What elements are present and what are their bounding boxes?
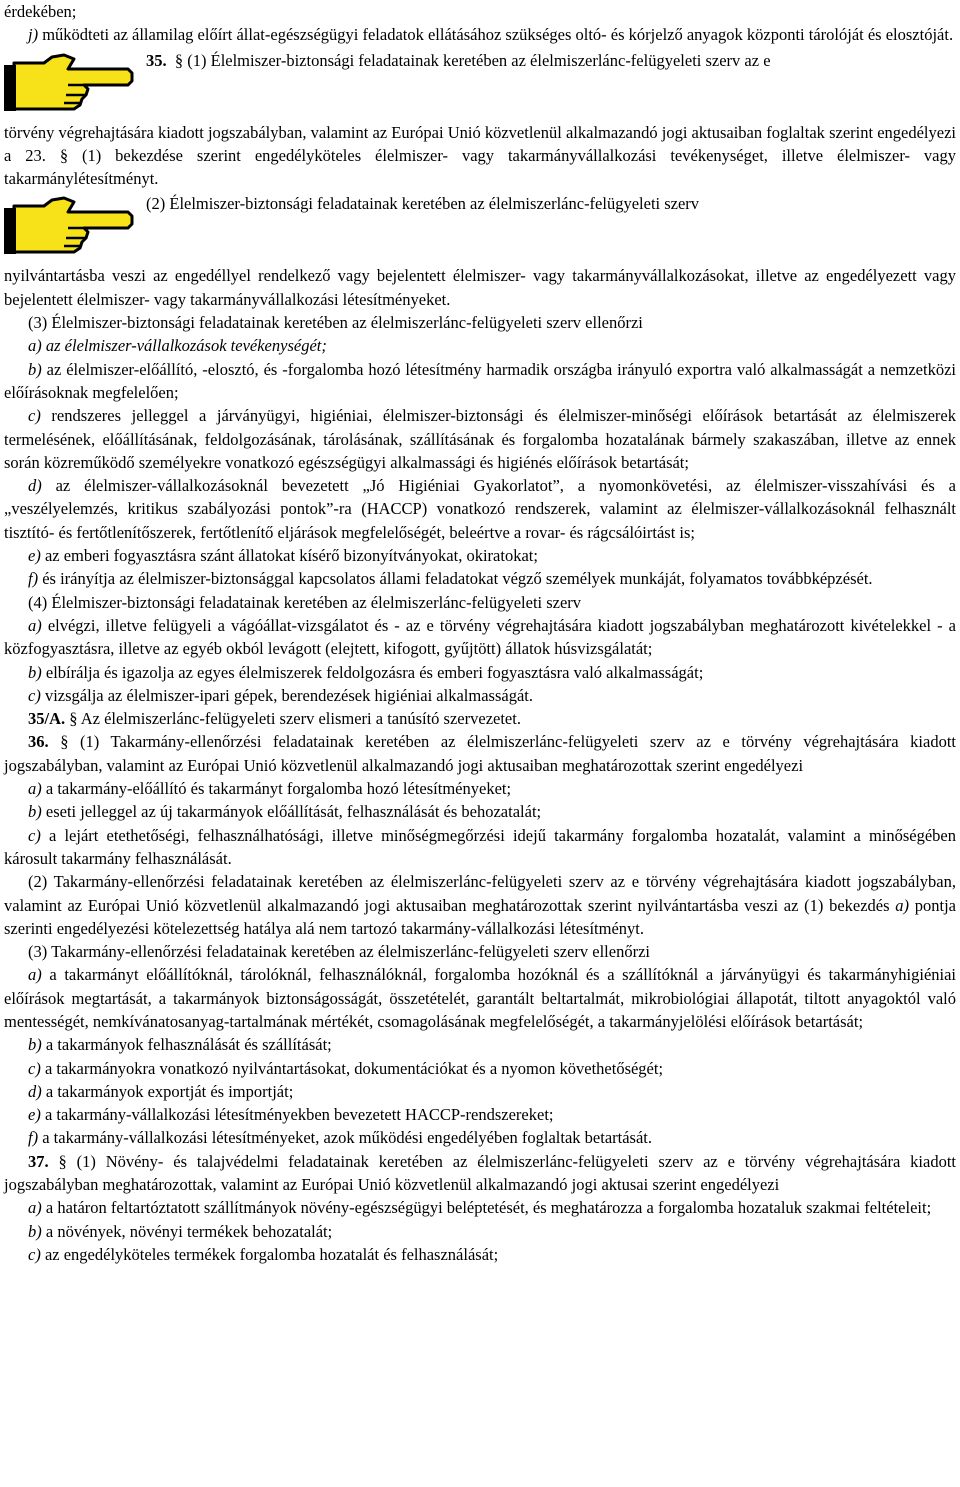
item-text: a takarmányokra vonatkozó nyilvántartásokat, dokumentációkat és a nyomon követhetőségét; bbox=[44, 1058, 664, 1078]
item-text: a növények, növényi termékek behozatalát; bbox=[45, 1221, 333, 1241]
item-label: a) bbox=[28, 965, 42, 985]
section-36-para-3-c bbox=[4, 1057, 956, 1080]
section-35-para-2-head bbox=[4, 190, 956, 256]
item-label: a) bbox=[895, 895, 910, 915]
item-text: a takarmányt előállítóknál, tárolóknál, felhasználóknál, forgalomba hozóknál és a szállítóknál a járványügyi és takarmányhigiéniai előírások megtartását, a takarmányok biztonságosságát, összetételét, garantált beltartalmát, mikrobiológiai állapotát, tiltott anyagoktól való mentességét, nemkívánatosanyag-tartalmának mértékét, csomagolásának megfelelőségét, a takarmányjelölési előírások betartását; bbox=[4, 965, 957, 1031]
item-label: b) bbox=[28, 662, 42, 682]
section-35-para-4-c bbox=[4, 684, 956, 707]
item-text: az élelmiszer-előállító, -elosztó, és -forgalomba hozó létesítmény harmadik országba irányuló exportra való alkalmasságát a nemzetközi előírásoknak megfelelően; bbox=[4, 359, 956, 402]
item-text: működteti az államilag előírt állat-egészségügyi feladatok ellátásához szükséges oltó- és kórjelző anyagok központi tárolóját és elosztóját. bbox=[42, 25, 954, 45]
item-text: a határon feltartóztatott szállítmányok növény-egészségügyi beléptetését, és meghatározza a forgalomba hozataluk szakmai feltételeit; bbox=[45, 1198, 932, 1218]
item-label: b) bbox=[28, 359, 42, 379]
section-36-para-1 bbox=[4, 730, 956, 777]
item-label: b) bbox=[28, 1035, 42, 1055]
section-number: 37. bbox=[28, 1151, 49, 1171]
item-label: d) bbox=[28, 476, 42, 496]
item-label: c) bbox=[28, 1058, 41, 1078]
item-label: d) bbox=[28, 1081, 42, 1101]
item-text: vizsgálja az élelmiszer-ipari gépek, berendezések higiéniai alkalmasságát. bbox=[44, 685, 533, 705]
item-text: elvégzi, illetve felügyeli a vágóállat-vizsgálatot és - az e törvény végrehajtására kiadott jogszabályban meghatározott kivételekkel - a közfogyasztásra, illetve az egyéb okból levágott (elejtett, kifogott, gyűjtött) állatok húsvizsgálatát; bbox=[4, 615, 957, 659]
section-35-para-3-e bbox=[4, 544, 956, 567]
section-36-para-1-a bbox=[4, 777, 956, 800]
section-35-para-3: (3) Élelmiszer-biztonsági feladatainak keretében az élelmiszerlánc-felügyeleti szerv ellenőrzi bbox=[28, 313, 643, 333]
section-36-para-3-b bbox=[4, 1033, 956, 1056]
item-text: a takarmány-vállalkozási létesítményekben bevezetett HACCP-rendszereket; bbox=[44, 1105, 554, 1125]
section-37-para-1-c bbox=[4, 1243, 956, 1266]
item-text: a takarmányok felhasználását és szállítását; bbox=[45, 1035, 332, 1055]
item-text: elbírálja és igazolja az egyes élelmiszerek feldolgozásra és emberi fogyasztásra való alkalmasságát; bbox=[45, 662, 704, 682]
section-text: pontja szerinti engedélyezési kötelezettség hatálya alá nem tartozó takarmány-vállalkozási létesítményt. bbox=[4, 895, 957, 938]
item-text: rendszeres jelleggel a járványügyi, higiéniai, élelmiszer-biztonsági és élelmiszer-minőségi előírások betartását az élelmiszerek termelésének, előállításának, feldolgozásának, tárolásának, szállításának és forgalomba hozatalának bármely szakaszában, illetve az ennek során közreműködő személyekre vonatkozó egészségügyi alkalmassági és higiénés előírások betartását; bbox=[4, 406, 956, 472]
item-label: b) bbox=[28, 802, 42, 822]
section-36-para-3-d bbox=[4, 1080, 956, 1103]
section-36-para-3-a bbox=[4, 963, 956, 1033]
item-text: a lejárt etethetőségi, felhasználhatósági, illetve minőségmegőrzési idejű takarmány forgalomba hozatalát, valamint a minőségében károsult takarmány felhasználását. bbox=[4, 825, 957, 868]
section-37-para-1-b bbox=[4, 1220, 956, 1243]
item-text: az engedélyköteles termékek forgalomba hozatalát és felhasználását; bbox=[44, 1244, 499, 1264]
item-text: és irányítja az élelmiszer-biztonsággal kapcsolatos állami feladatokat végző személyek munkáját, folyamatos továbbképzését. bbox=[42, 569, 873, 589]
section-text: (2) Takarmány-ellenőrzési feladatainak keretében az élelmiszerlánc-felügyeleti szerv az e törvény végrehajtására kiadott jogszabályban, valamint az Európai Unió közvetlenül alkalmazandó jogi aktusaiban meghatározottak szerint nyilvántartásba veszi az (1) bekezdés bbox=[4, 872, 956, 915]
item-text: az élelmiszer-vállalkozásoknál bevezetett „Jó Higiéniai Gyakorlatot”, a nyomonkövetési, az élelmiszer-visszahívási és a „veszélyelemzés, kritikus szabályozási pontok”-ra (HACCP) vonatkozó rendszerek, valamint az élelmiszer-vállalkozásoknál felhasznált tisztító- és fertőtlenítőszerek, fertőtlenítő eljárások megfelelőségét, beleértve a rovar- és rágcsálóirtást is; bbox=[4, 476, 956, 542]
section-35-para-4: (4) Élelmiszer-biztonsági feladatainak keretében az élelmiszerlánc-felügyeleti szerv bbox=[28, 592, 582, 612]
section-35-para-1-head bbox=[4, 47, 956, 113]
section-text: § (1) Növény- és talajvédelmi feladatainak keretében az élelmiszerlánc-felügyeleti szerv az e törvény végrehajtására kiadott jogszabályban meghatározottak, valamint az Európai Unió közvetlenül alkalmazandó jogi aktusai szerint engedélyezi bbox=[4, 1151, 956, 1195]
pointing-hand-icon bbox=[4, 194, 134, 256]
item-text: a takarmányok exportját és importját; bbox=[45, 1081, 294, 1101]
item-label: a) bbox=[28, 779, 42, 799]
section-35-para-2-start: (2) Élelmiszer-biztonsági feladatainak keretében az élelmiszerlánc-felügyeleti szerv bbox=[146, 194, 700, 214]
section-35-para-3-b bbox=[4, 358, 956, 405]
item-label: c) bbox=[28, 825, 41, 845]
section-35-para-1-cont: törvény végrehajtására kiadott jogszabályban, valamint az Európai Unió közvetlenül alkalmazandó jogi aktusaiban foglaltak szerint engedélyezi a 23. § (1) bekezdése szerint engedélyköteles élelmiszer- vagy takarmányvállalkozási tevékenységet, illetve élelmiszer- vagy takarmánylétesítményt. bbox=[4, 122, 956, 189]
section-37-para-1 bbox=[4, 1150, 956, 1197]
section-number: 36. bbox=[28, 732, 49, 752]
item-label: e) bbox=[28, 546, 41, 566]
section-35-para-3-a: a) az élelmiszer-vállalkozások tevékenységét; bbox=[28, 336, 327, 356]
section-35-para-3-f bbox=[4, 567, 956, 590]
section-36-para-3-e bbox=[4, 1103, 956, 1126]
section-35-para-1-start bbox=[146, 49, 956, 72]
section-35-para-4-a bbox=[4, 614, 956, 661]
section-text: § (1) Takarmány-ellenőrzési feladatainak keretében az élelmiszerlánc-felügyeleti szerv az e törvény végrehajtására kiadott jogszabályban, valamint az Európai Unió közvetlenül alkalmazandó jogi aktusaiban meghatározottak szerint engedélyezi bbox=[4, 732, 956, 775]
section-35-para-3-d bbox=[4, 474, 956, 544]
section-36-para-1-c bbox=[4, 824, 956, 871]
item-label: a) bbox=[28, 1198, 42, 1218]
section-text: § Az élelmiszerlánc-felügyeleti szerv elismeri a tanúsító szervezetet. bbox=[69, 709, 521, 729]
section-35a bbox=[4, 707, 956, 730]
item-text: a takarmány-előállító és takarmányt forgalomba hozó létesítményeket; bbox=[45, 779, 512, 799]
item-label: b) bbox=[28, 1221, 42, 1241]
section-37-para-1-a bbox=[4, 1196, 956, 1219]
section-35-para-3-c bbox=[4, 404, 956, 474]
top-line: érdekében; bbox=[4, 2, 77, 21]
section-number: 35/A. bbox=[28, 709, 66, 729]
section-36-para-2 bbox=[4, 870, 956, 940]
item-text: a takarmány-vállalkozási létesítményeket, azok működési engedélyében foglaltak betartását. bbox=[42, 1128, 653, 1148]
section-36-para-3: (3) Takarmány-ellenőrzési feladatainak keretében az élelmiszerlánc-felügyeleti szerv ellenőrzi bbox=[28, 942, 650, 962]
item-label: e) bbox=[28, 1105, 41, 1125]
item-label: a) bbox=[28, 615, 42, 635]
item-label: f) bbox=[28, 569, 39, 589]
item-label: c) bbox=[28, 406, 41, 426]
item-text: eseti jelleggel az új takarmányok előállítását, felhasználását és behozatalát; bbox=[45, 802, 542, 822]
item-label: c) bbox=[28, 685, 41, 705]
pointing-hand-icon bbox=[4, 51, 134, 113]
item-label: c) bbox=[28, 1244, 41, 1264]
section-number: 35. bbox=[146, 50, 167, 70]
section-text: § (1) Élelmiszer-biztonsági feladatainak keretében az élelmiszerlánc-felügyeleti szerv az e bbox=[174, 50, 771, 70]
item-j bbox=[4, 23, 956, 46]
item-label: f) bbox=[28, 1128, 39, 1148]
item-label: j) bbox=[28, 25, 39, 45]
section-36-para-1-b bbox=[4, 800, 956, 823]
section-35-para-2-cont: nyilvántartásba veszi az engedéllyel rendelkező vagy bejelentett élelmiszer- vagy takarmányvállalkozásokat, illetve az engedélyezett vagy bejelentett élelmiszer- vagy takarmányvállalkozási létesítményeket. bbox=[4, 266, 956, 309]
section-35-para-4-b bbox=[4, 661, 956, 684]
section-36-para-3-f bbox=[4, 1126, 956, 1149]
item-text: az emberi fogyasztásra szánt állatokat kísérő bizonyítványokat, okiratokat; bbox=[44, 546, 538, 566]
